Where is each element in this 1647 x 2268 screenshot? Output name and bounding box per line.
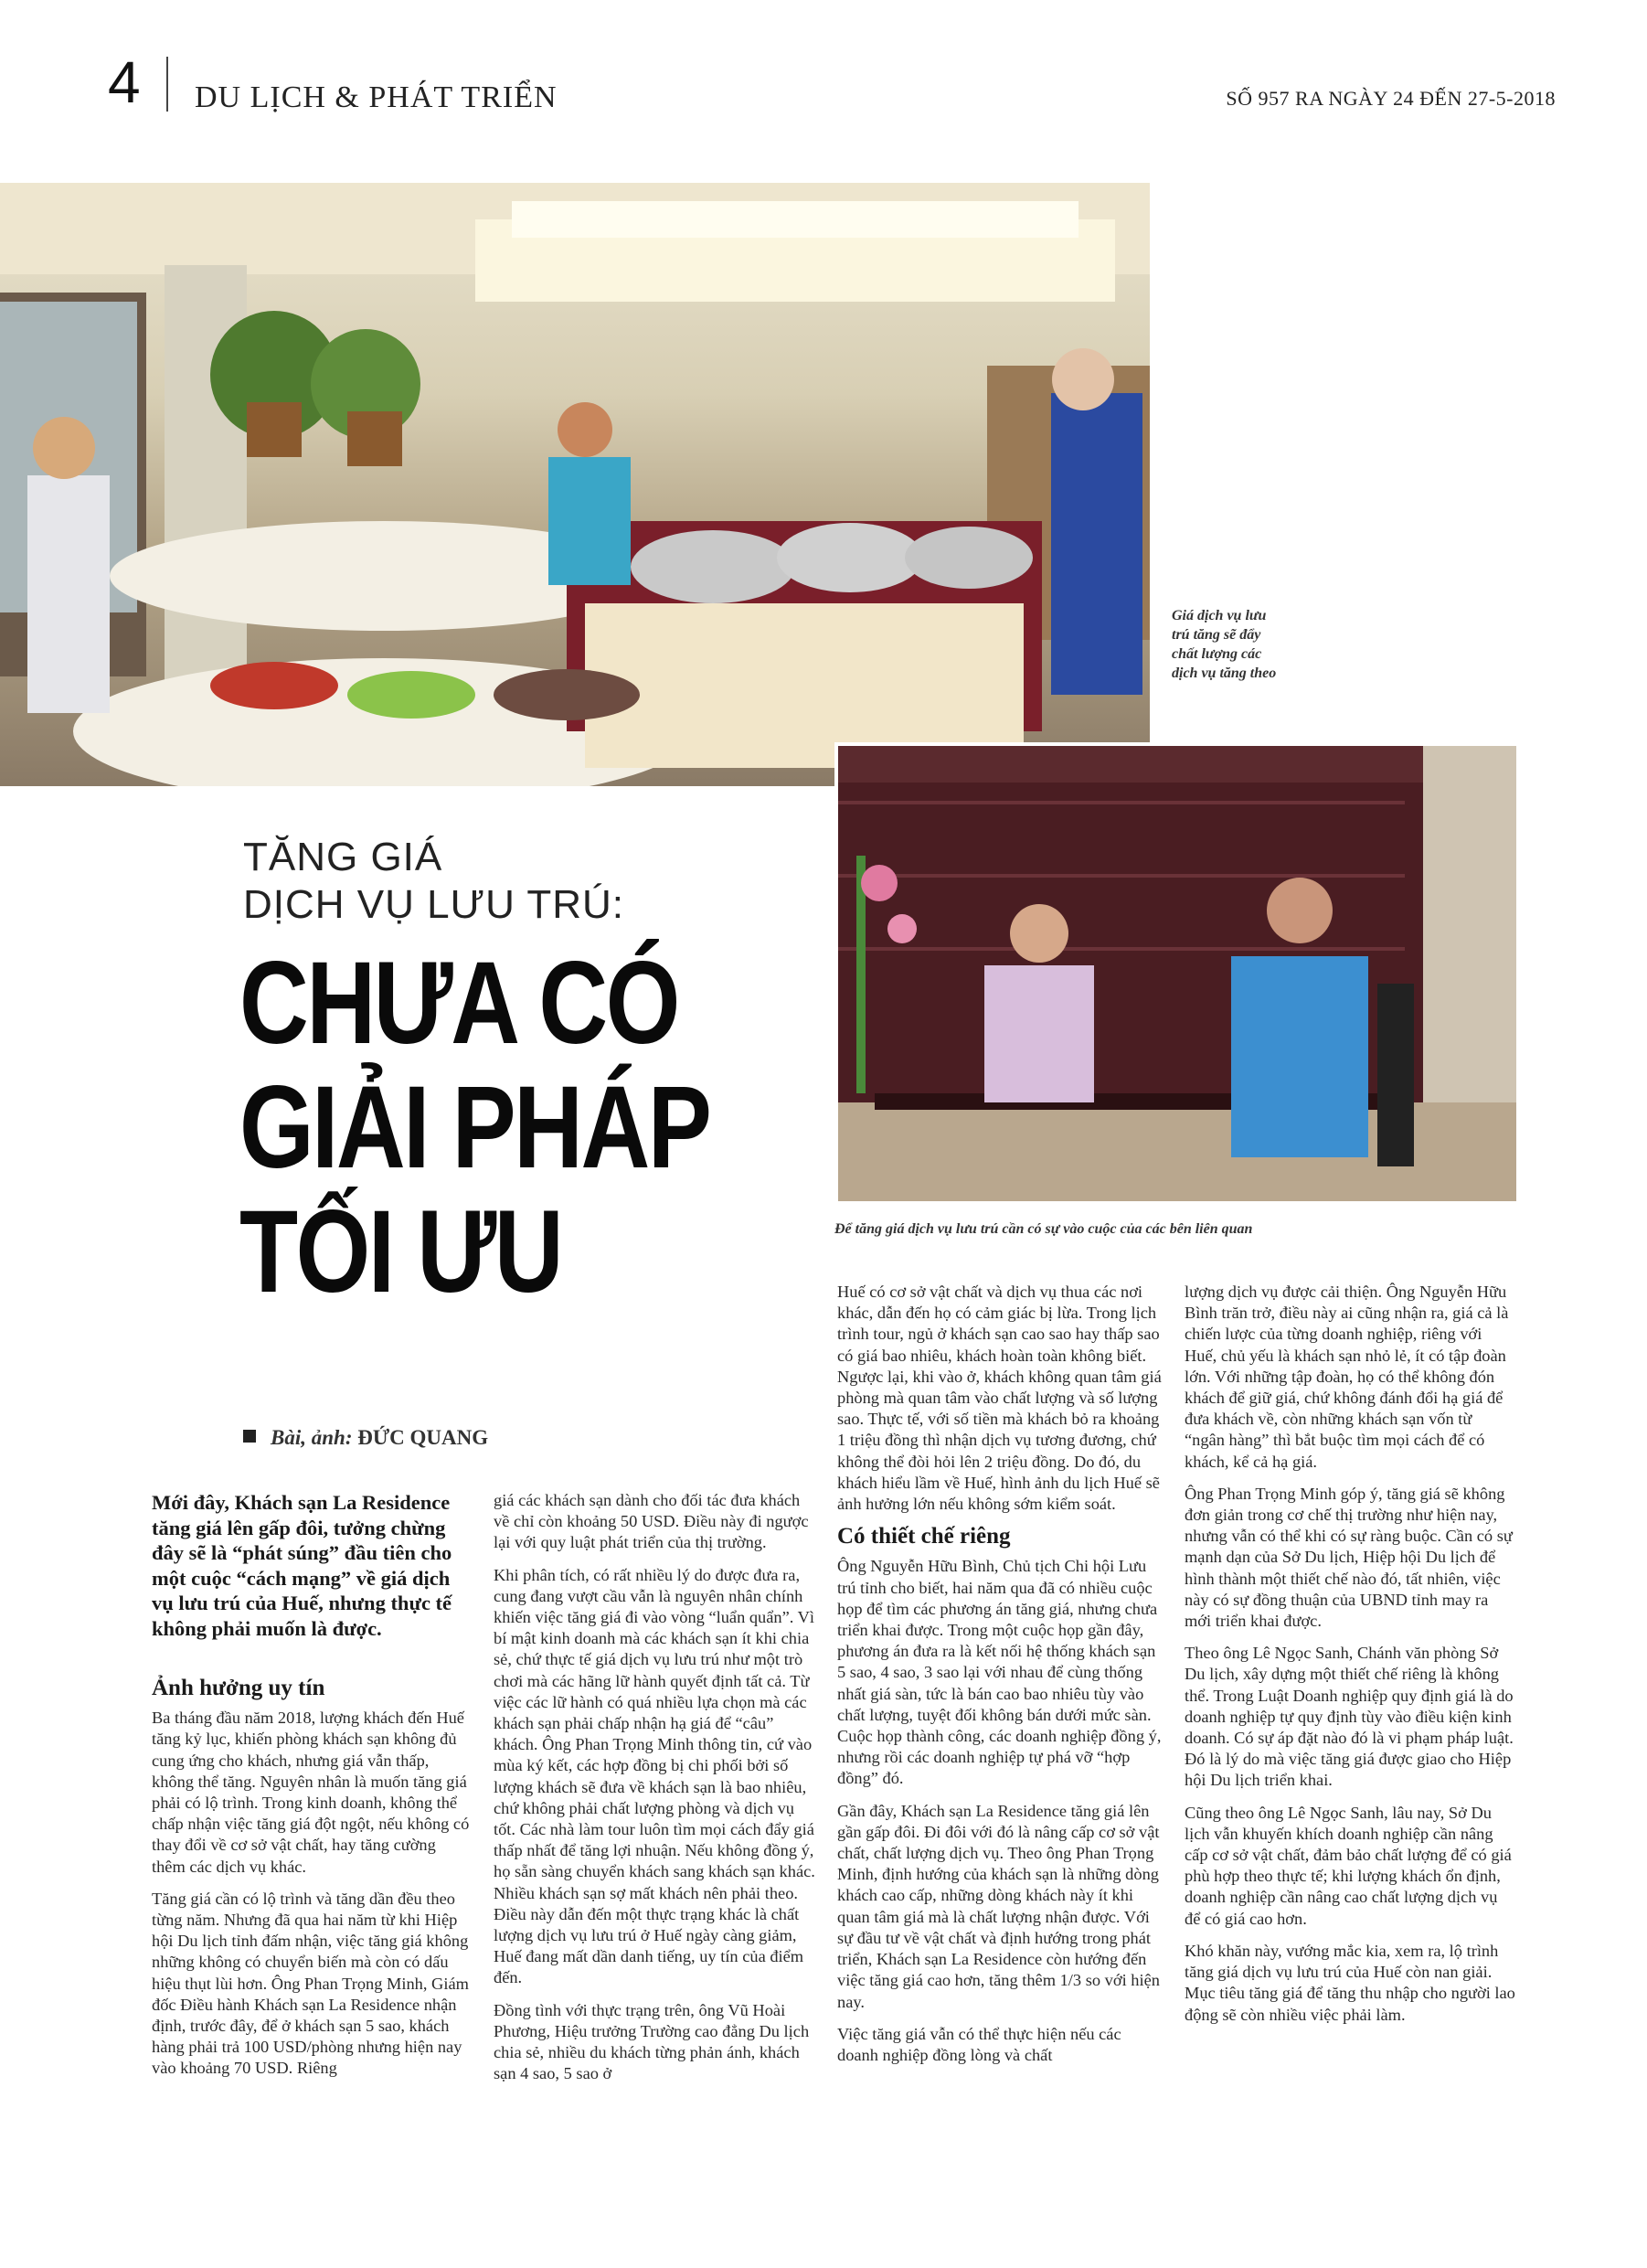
headline-line-3: TỐI ƯU [239, 1187, 562, 1317]
paragraph: Huế có cơ sở vật chất và dịch vụ thua các nơi khác, dẫn đến họ có cảm giác bị lừa. Trong lịch trình tour, ngủ ở khách sạn cao sao hay thấp sao có giá bao nhiêu, khách hoàn toàn không biết. Ngược lại, khi vào ở, khách không quan tâm giá phòng mà quan tâm vào chất lượng và số lượng sao. Thực tế, với số tiền mà khách bỏ ra khoảng 1 triệu đồng thì nhận dịch vụ tương đương, chứ không thể đòi hỏi lên 2 triệu đồng. Do đó, du khách hiểu lầm về Huế, hình ảnh du lịch Huế sẽ ảnh hưởng lớn nếu không sớm kiểm soát. [837, 1283, 1162, 1514]
reception-photo [834, 742, 1520, 1205]
paragraph: Tăng giá cần có lộ trình và tăng dần đều theo từng năm. Nhưng đã qua hai năm từ khi Hiệp hội Du lịch tỉnh đấm nhận, việc tăng giá không những không có chuyển biến mà còn có dấu hiệu thụt lùi hơn. Ông Phan Trọng Minh, Giám đốc Điều hành Khách sạn La Residence nhận định, trước đây, để ở khách sạn 5 sao, khách hàng phải trả 100 USD/phòng nhưng hiện nay vào khoảng 70 USD. Riêng [152, 1889, 469, 2078]
subheading-thiet-che: Có thiết chế riêng [837, 1524, 1011, 1549]
paragraph: giá các khách sạn dành cho đối tác đưa khách về chỉ còn khoảng 50 USD. Điều này đi ngược lại với quy luật phát triển của thị trường. [494, 1491, 809, 1552]
buffet-photo [0, 183, 1150, 786]
kicker-line-1: TĂNG GIÁ [243, 835, 443, 879]
byline-author: ĐỨC QUANG [357, 1426, 489, 1449]
kicker-line-2: DỊCH VỤ LƯU TRÚ: [243, 882, 625, 927]
reception-photo-illustration [838, 746, 1516, 1201]
paragraph: Khó khăn này, vướng mắc kia, xem ra, lộ trình tăng giá dịch vụ lưu trú của Huế còn nan giải. Mục tiêu tăng giá để tăng thu nhập cho người lao động sẽ còn nhiều việc phải làm. [1185, 1941, 1515, 2024]
article-lead: Mới đây, Khách sạn La Residence tăng giá lên gấp đôi, tưởng chừng đây sẽ là “phát súng” đầu tiên cho một cuộc “cách mạng” về giá dịch vụ lưu trú của Huế, nhưng thực tế không phải muốn là được. [152, 1491, 452, 1640]
paragraph: lượng dịch vụ được cải thiện. Ông Nguyễn Hữu Bình trăn trở, điều này ai cũng nhận ra, giá cả là chiến lược của từng doanh nghiệp, riêng với Huế, chủ yếu là khách sạn nhỏ lẻ, ít có tập đoàn lớn. Với những tập đoàn, họ có thể không đón khách để giữ giá, chứ không đánh đổi hạ giá để đưa khách về, còn những khách sạn vốn từ “ngân hàng” thì bắt buộc tìm mọi cách để có khách, kể cả hạ giá. [1185, 1283, 1509, 1471]
headline-line-1: CHƯA CÓ [239, 938, 678, 1069]
article-column-4 [1185, 1282, 1515, 2037]
section-title: DU LỊCH & PHÁT TRIỂN [195, 80, 558, 114]
paragraph: Cũng theo ông Lê Ngọc Sanh, lâu nay, Sở Du lịch vẫn khuyến khích doanh nghiệp cần nâng cấp cơ sở vật chất, đảm bảo chất lượng để có giá phù hợp theo thực tế; khi lượng khách ổn định, doanh nghiệp cần nâng cao chất lượng dịch vụ để có giá cao hơn. [1185, 1803, 1512, 1928]
byline-bullet-icon [243, 1430, 256, 1443]
paragraph: Theo ông Lê Ngọc Sanh, Chánh văn phòng Sở Du lịch, xây dựng một thiết chế riêng là không thể. Trong Luật Doanh nghiệp quy định giá là do doanh nghiệp tự quy định tùy vào điều kiện kinh doanh. Có sự áp đặt nào đó là vi phạm pháp luật. Đó là lý do mà việc tăng giá được giao cho Hiệp hội Du lịch triển khai. [1185, 1644, 1514, 1790]
paragraph: Việc tăng giá vẫn có thể thực hiện nếu các doanh nghiệp đồng lòng và chất [837, 2024, 1121, 2064]
subheading-uy-tin: Ảnh hưởng uy tín [152, 1676, 325, 1700]
buffet-photo-caption: Giá dịch vụ lưu trú tăng sẽ đẩy chất lượng các dịch vụ tăng theo [1172, 608, 1277, 681]
paragraph: Khi phân tích, có rất nhiều lý do được đưa ra, cung đang vượt cầu vẫn là nguyên nhân chính khiến việc tăng giá đi vào vòng “luẩn quẩn”. Vì bí mật kinh doanh mà các khách sạn ít khi chia sẻ, chứ thực tế giá dịch vụ lưu trú như một trò chơi mà các hãng lữ hành quyết định tất cả. Từ việc các lữ hành có quá nhiều lựa chọn mà các khách sạn phải chấp nhận hạ giá để “câu” khách. Ông Phan Trọng Minh thông tin, cứ vào mùa ký kết, các hợp đồng bị chi phối bởi số lượng khách sẽ đưa về khách sạn là bao nhiêu, chứ không phải chất lượng phòng và dịch vụ tốt. Các nhà làm tour luôn tìm mọi cách đẩy giá thấp nhất để tăng lợi nhuận. Nếu không đồng ý, họ sẵn sàng chuyển khách sang khách sạn khác. Nhiều khách sạn sợ mất khách nên phải theo. Điều này dẫn đến một thực trạng khác là chất lượng dịch vụ lưu trú ở Huế ngày càng giảm, Huế đang mất dần danh tiếng, uy tín của điểm đến. [494, 1565, 815, 1987]
byline [243, 1426, 488, 1450]
article-column-3 [837, 1282, 1163, 2077]
paragraph: Ông Phan Trọng Minh góp ý, tăng giá sẽ không đơn giản trong cơ chế thị trường như hiện nay, nhưng vẫn có thể khi có sự ràng buộc. Cần có sự mạnh dạn của Sở Du lịch, Hiệp hội Du lịch để hình thành một thiết chế nào đó, tất nhiên, việc này có sự đồng thuận của UBND tỉnh may ra mới triển khai được. [1185, 1484, 1513, 1631]
issue-info: SỐ 957 RA NGÀY 24 ĐẾN 27-5-2018 [1226, 87, 1556, 110]
headline-kicker [243, 834, 755, 929]
article-column-2 [494, 1490, 815, 2095]
headline-line-2: GIẢI PHÁP [239, 1062, 710, 1193]
paragraph: Ba tháng đầu năm 2018, lượng khách đến Huế tăng kỷ lục, khiến phòng khách sạn không đủ cung ứng cho khách, nhưng giá vẫn thấp, không thể tăng. Nguyên nhân là muốn tăng giá phải có lộ trình. Trong kinh doanh, không thể chấp nhận việc tăng giá đột ngột, nếu không có thay đổi về cơ sở vật chất, hay tăng cường thêm các dịch vụ khác. [152, 1709, 470, 1876]
paragraph: Ông Nguyễn Hữu Bình, Chủ tịch Chi hội Lưu trú tỉnh cho biết, hai năm qua đã có nhiều cuộc họp để tìm các phương án tăng giá, nhưng chưa triển khai được. Trong một cuộc họp gần đây, phương án đưa ra là kết nối hệ thống khách sạn 5 sao, 4 sao, 3 sao lại với nhau để cùng thống nhất giá sàn, tức là bán cao bao nhiêu tùy vào chất lượng, tuyệt đối không bán dưới mức sàn. Cuộc họp thành công, các doanh nghiệp đồng ý, nhưng rồi các doanh nghiệp tự phá vỡ “hợp đồng” đó. [837, 1557, 1162, 1788]
paragraph: Đồng tình với thực trạng trên, ông Vũ Hoài Phương, Hiệu trưởng Trường cao đẳng Du lịch chia sẻ, nhiều du khách từng phản ánh, khách sạn 4 sao, 5 sao ở [494, 2000, 810, 2083]
article-column-1 [152, 1490, 470, 2091]
reception-photo-caption: Để tăng giá dịch vụ lưu trú cần có sự vào cuộc của các bên liên quan [834, 1221, 1253, 1237]
page-number: 4 [108, 49, 141, 115]
main-headline [239, 938, 719, 1317]
paragraph: Gần đây, Khách sạn La Residence tăng giá lên gần gấp đôi. Đi đôi với đó là nâng cấp cơ sở vật chất, chất lượng dịch vụ. Theo ông Phan Trọng Minh, định hướng của khách sạn là những dòng khách cao cấp, những dòng khách này ít khi quan tâm giá mà là chất lượng nhận được. Với sự đầu tư về vật chất và định hướng trong phát triển, Khách sạn La Residence còn hướng đến việc tăng giá cao hơn, tăng thêm 1/3 so với hiện nay. [837, 1801, 1160, 2011]
buffet-photo-illustration [0, 183, 1150, 786]
byline-label: Bài, ảnh: [271, 1426, 353, 1449]
header-divider [166, 57, 168, 112]
